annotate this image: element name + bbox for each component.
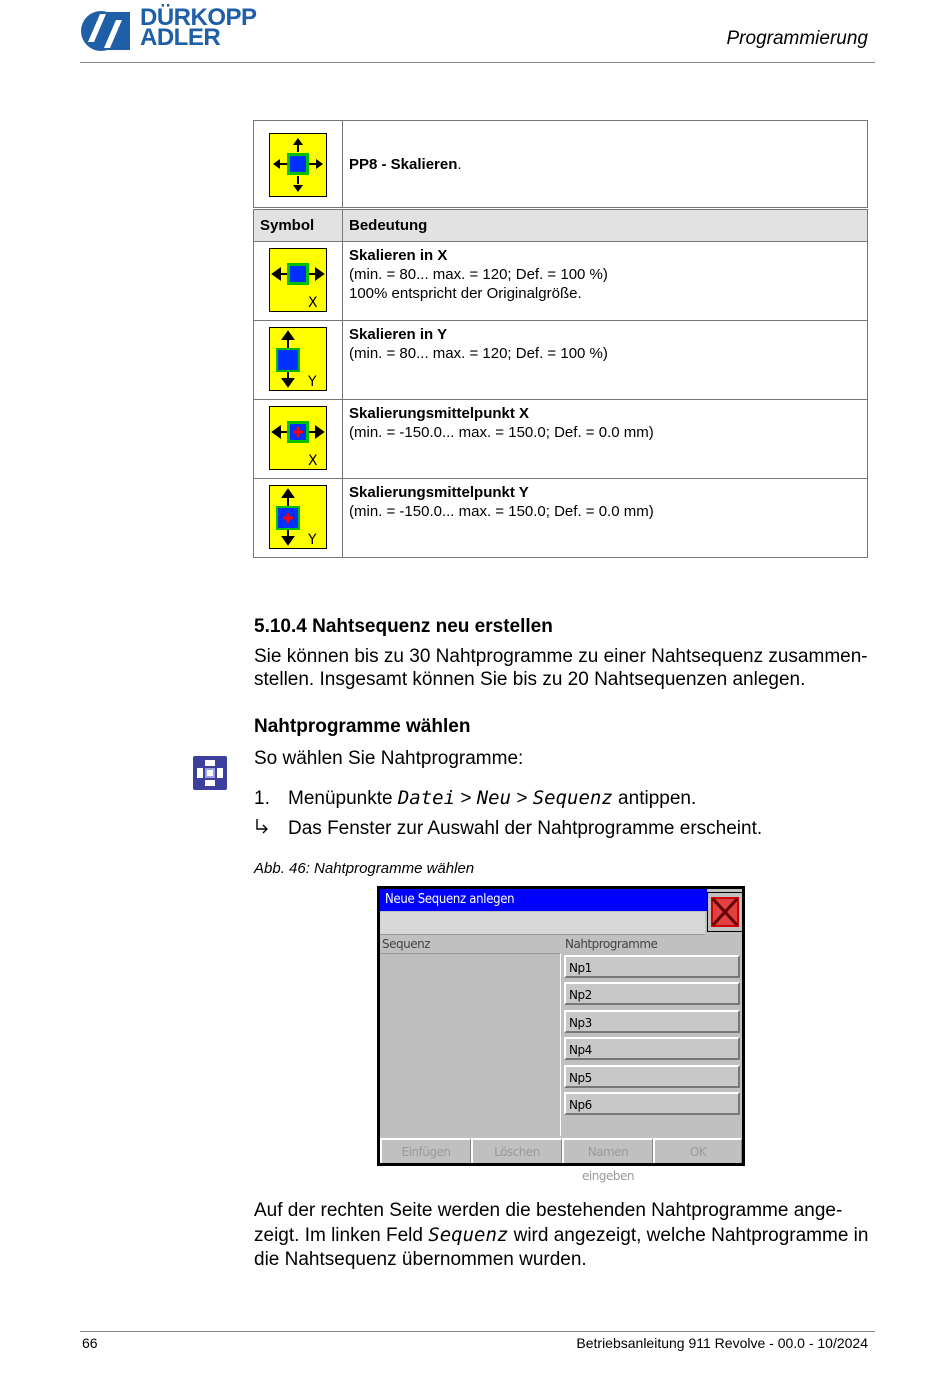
- table-header-row: [254, 209, 868, 242]
- table-row: [254, 321, 868, 400]
- close-icon: [708, 893, 742, 931]
- col-meaning-header: Bedeutung: [343, 209, 868, 242]
- programs-label: Nahtprogramme: [565, 937, 658, 951]
- sequence-field-ref: Sequenz: [428, 1224, 509, 1246]
- col-symbol-header: Symbol: [254, 209, 343, 242]
- program-np1[interactable]: Np1: [564, 955, 740, 978]
- menu-file: Datei: [397, 787, 456, 809]
- footer-divider: [80, 1331, 875, 1332]
- page-number: 66: [82, 1335, 98, 1351]
- row-title: Skalieren in Y: [349, 326, 448, 343]
- result-text: Das Fenster zur Auswahl der Nahtprogramme erscheint.: [288, 818, 763, 839]
- row-title: Skalierungsmittelpunkt Y: [349, 484, 529, 501]
- document-title: Betriebsanleitung 911 Revolve - 00.0 - 10/2024: [576, 1335, 868, 1351]
- section-title: Programmierung: [726, 28, 868, 49]
- intro-suffix: .: [457, 155, 462, 173]
- scale-center-y-icon: [269, 485, 327, 549]
- row-note: 100% entspricht der Originalgröße.: [349, 285, 582, 302]
- svg-text:Y: Y: [308, 532, 317, 548]
- ok-button[interactable]: OK: [653, 1138, 742, 1163]
- close-button[interactable]: [707, 892, 743, 932]
- result-arrow-icon: [254, 818, 288, 840]
- section-heading: 5.10.4 Nahtsequenz neu erstellen: [254, 616, 553, 637]
- symbol-table: [253, 120, 868, 558]
- program-np4[interactable]: Np4: [564, 1037, 740, 1060]
- row-range: (min. = 80... max. = 120; Def. = 100 %): [349, 266, 608, 283]
- dialog-title: Neue Sequenz anlegen: [380, 889, 707, 911]
- header-divider: [80, 62, 875, 63]
- program-np5[interactable]: Np5: [564, 1065, 740, 1088]
- row-title: Skalieren in X: [349, 247, 448, 264]
- table-row: [254, 479, 868, 558]
- table-intro-row: [254, 121, 868, 209]
- closing-paragraph: Auf der rechten Seite werden die bestehenden Nahtprogramme ange- zeigt. Im linken Feld Sequenz wird angezeigt, welche Nahtprogramme in die Nahtsequenz übernommen wurden.: [254, 1200, 869, 1270]
- svg-text:X: X: [308, 295, 318, 311]
- scale-y-icon: [269, 327, 327, 391]
- enter-name-button[interactable]: Namen eingeben: [562, 1138, 653, 1163]
- row-title: Skalierungsmittelpunkt X: [349, 405, 530, 422]
- program-np3[interactable]: Np3: [564, 1010, 740, 1033]
- row-range: (min. = 80... max. = 120; Def. = 100 %): [349, 345, 608, 362]
- subsection-heading: Nahtprogramme wählen: [254, 716, 471, 737]
- delete-button[interactable]: Löschen: [471, 1138, 562, 1163]
- program-np6[interactable]: Np6: [564, 1092, 740, 1115]
- insert-button[interactable]: Einfügen: [380, 1138, 471, 1163]
- menu-new: Neu: [476, 787, 512, 809]
- row-range: (min. = -150.0... max. = 150.0; Def. = 0.0 mm): [349, 503, 654, 520]
- row-range: (min. = -150.0... max. = 150.0; Def. = 0.0 mm): [349, 424, 654, 441]
- step-1: 1. Menüpunkte Datei > Neu > Sequenz antippen.: [254, 787, 697, 809]
- table-row: [254, 242, 868, 321]
- intro-title: PP8 - Skalieren: [349, 155, 458, 173]
- scale-x-icon: [269, 248, 327, 312]
- step-result: [254, 818, 762, 840]
- scale-icon: [269, 133, 327, 197]
- table-row: [254, 400, 868, 479]
- brand-name: DÜRKOPP ADLER: [140, 4, 257, 51]
- svg-text:X: X: [308, 453, 318, 469]
- settings-menu-icon: [193, 756, 227, 790]
- sequence-label: Sequenz: [382, 937, 431, 951]
- sequence-list[interactable]: [380, 953, 561, 1136]
- program-np2[interactable]: Np2: [564, 982, 740, 1005]
- new-sequence-dialog: [377, 886, 745, 1183]
- intro-paragraph: Sie können bis zu 30 Nahtprogramme zu einer Nahtsequenz zusammen- stellen. Insgesamt können Sie bis zu 20 Nahtsequenzen anlegen.: [254, 646, 868, 690]
- brand-logo-icon: [80, 10, 132, 52]
- svg-text:Y: Y: [308, 374, 317, 390]
- dialog-title-strip: [380, 912, 705, 935]
- instruction-intro: So wählen Sie Nahtprogramme:: [254, 748, 524, 769]
- scale-center-x-icon: [269, 406, 327, 470]
- menu-sequence: Sequenz: [532, 787, 613, 809]
- figure-caption: Abb. 46: Nahtprogramme wählen: [254, 860, 475, 877]
- step-number: 1.: [254, 788, 270, 809]
